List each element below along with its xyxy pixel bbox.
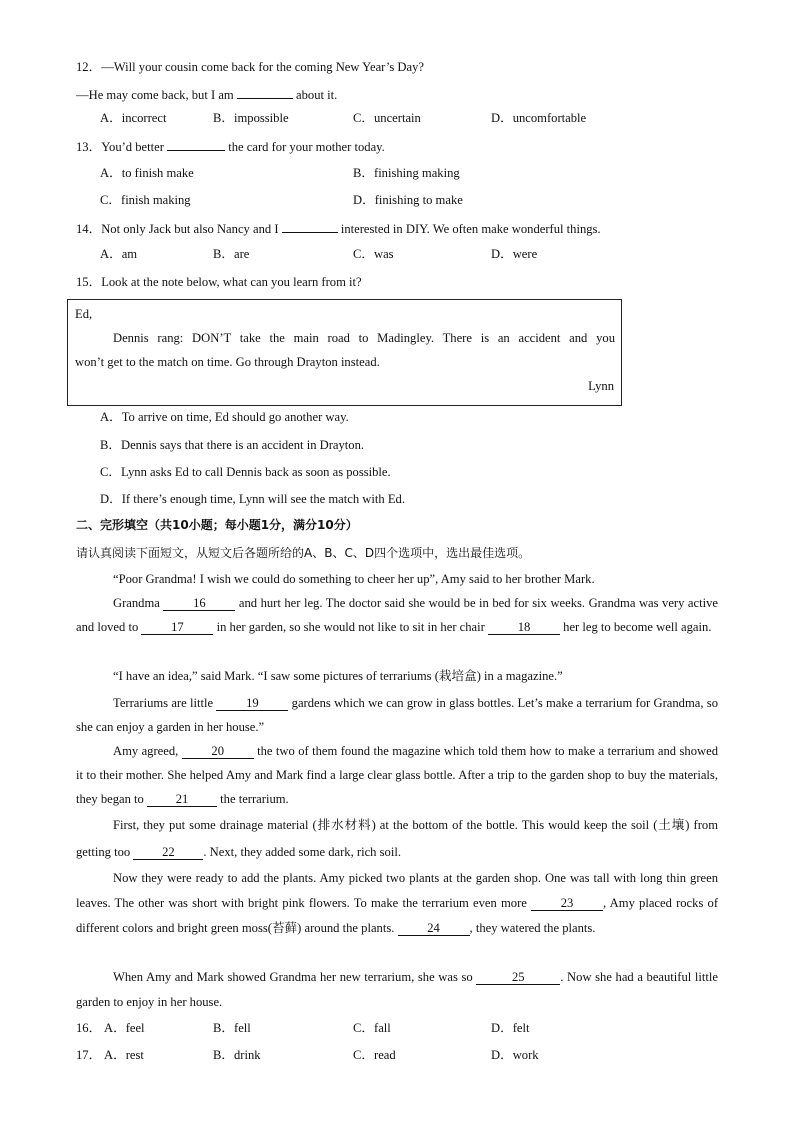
answer-blank xyxy=(167,138,225,151)
q13-option-d: D．finishing to make xyxy=(353,193,463,207)
q12-option-c: C．uncertain xyxy=(353,111,421,125)
note-line-1: Dennis rang: DON’T take the main road to Madingley. There is an accident and you xyxy=(113,331,615,345)
q14-option-b: B．are xyxy=(213,247,250,261)
note-line-2: won’t get to the match on time. Go through Drayton instead. xyxy=(75,355,380,369)
passage-text: the two of them found the magazine which told them how to make a terrarium and showed it to their mother. She helped Amy and Mark find a large clear glass bottle. After a trip to the garden shop to buy the materials, they began to xyxy=(76,744,718,806)
passage-paragraph-1 xyxy=(76,567,718,591)
cloze-blank-22: 22 xyxy=(133,845,203,860)
answer-blank xyxy=(237,86,293,99)
q16-option-d: D．felt xyxy=(491,1021,530,1035)
passage-text: . Now she had a beautiful little garden to enjoy in her house. xyxy=(76,970,718,1009)
note-box xyxy=(67,299,622,406)
passage-paragraph-7 xyxy=(76,866,718,941)
q12-option-b: B．impossible xyxy=(213,111,289,125)
cloze-blank-23: 23 xyxy=(531,896,603,911)
q15-stem: 15．Look at the note below, what can you learn from it? xyxy=(76,275,362,289)
passage-text: , they watered the plants. xyxy=(469,921,596,935)
passage-text: and hurt her leg. The doctor said she would be in bed for six weeks. Grandma was very active and loved to xyxy=(76,596,718,634)
q17-number: 17． xyxy=(76,1048,102,1062)
q15-option-d: D．If there’s enough time, Lynn will see the match with Ed. xyxy=(100,492,405,506)
note-salutation: Ed, xyxy=(75,307,93,321)
passage-paragraph-4 xyxy=(76,691,718,739)
q13-stem xyxy=(76,138,385,155)
q14-stem xyxy=(76,220,601,237)
q17-option-c: C．read xyxy=(353,1048,396,1062)
q12-option-a: A．incorrect xyxy=(100,111,167,125)
passage-text: . Next, they added some dark, rich soil. xyxy=(203,845,401,859)
q15-option-c: C．Lynn asks Ed to call Dennis back as soon as possible. xyxy=(100,465,391,479)
q12-reply-after: about it. xyxy=(296,88,338,102)
cloze-blank-20: 20 xyxy=(182,744,254,759)
q15-option-b: B．Dennis says that there is an accident in Drayton. xyxy=(100,438,365,452)
passage-paragraph-5 xyxy=(76,739,718,811)
passage-paragraph-8 xyxy=(76,965,718,1015)
passage-paragraph-6 xyxy=(76,812,718,866)
q16-option-a: A．feel xyxy=(104,1021,145,1035)
passage-text: First, they put some drainage material (排水材料) at the bottom of the bottle. This would keep the soil (土壤) from getting too xyxy=(76,818,718,859)
cloze-blank-16: 16 xyxy=(163,596,235,611)
passage-paragraph-2 xyxy=(76,591,718,639)
q14-option-a: A．am xyxy=(100,247,138,261)
q13-option-a: A．to finish make xyxy=(100,166,194,180)
q14-option-d: D．were xyxy=(491,247,538,261)
passage-text: Amy agreed, xyxy=(113,744,179,758)
cloze-blank-21: 21 xyxy=(147,792,217,807)
q14-stem-after: interested in DIY. We often make wonderful things. xyxy=(340,222,601,236)
cloze-blank-24: 24 xyxy=(398,921,470,936)
passage-text: her leg to become well again. xyxy=(563,620,712,634)
q14-stem-before: 14．Not only Jack but also Nancy and I xyxy=(76,222,279,236)
cloze-blank-19: 19 xyxy=(216,696,288,711)
cloze-blank-18: 18 xyxy=(488,620,560,635)
passage-text: gardens which we can grow in glass bottles. Let’s make a terrarium for Grandma, so she can enjoy a garden in her house.” xyxy=(76,696,718,734)
q16-option-c: C．fall xyxy=(353,1021,391,1035)
q15-option-a: A．To arrive on time, Ed should go another way. xyxy=(100,410,349,424)
q12-reply-before: —He may come back, but I am xyxy=(76,88,234,102)
passage-text: When Amy and Mark showed Grandma her new terrarium, she was so xyxy=(113,970,473,984)
q13-option-c: C．finish making xyxy=(100,193,191,207)
passage-text: , Amy placed rocks of different colors and bright green moss(苔藓) around the plants. xyxy=(76,896,719,935)
passage-text: “Poor Grandma! I wish we could do something to cheer her up”, Amy said to her brother Mark. xyxy=(113,572,595,586)
q13-stem-after: the card for your mother today. xyxy=(228,140,385,154)
note-signature: Lynn xyxy=(588,379,614,393)
q13-option-b: B．finishing making xyxy=(353,166,460,180)
answer-blank xyxy=(282,220,338,233)
section-instruction: 请认真阅读下面短文，从短文后各题所给的A、B、C、D四个选项中，选出最佳选项。 xyxy=(76,546,531,560)
q12-reply xyxy=(76,86,337,103)
passage-text: Terrariums are little xyxy=(113,696,214,710)
passage-text: in her garden, so she would not like to sit in her chair xyxy=(216,620,485,634)
q12-option-d: D．uncomfortable xyxy=(491,111,587,125)
passage-paragraph-3 xyxy=(76,664,718,688)
cloze-blank-17: 17 xyxy=(141,620,213,635)
section-heading: 二、完形填空（共10小题；每小题1分，满分10分） xyxy=(76,518,358,532)
q17-option-a: A．rest xyxy=(104,1048,144,1062)
passage-text: the terrarium. xyxy=(220,792,289,806)
passage-text: Grandma xyxy=(113,596,160,610)
passage-text: “I have an idea,” said Mark. “I saw some pictures of terrariums (栽培盒) in a magazine.” xyxy=(113,669,563,683)
passage-text: Now they were ready to add the plants. Amy picked two plants at the garden shop. One was tall with long thin green leaves. The other was short with bright pink flowers. To make the terrarium even more xyxy=(76,871,718,910)
q13-stem-before: 13．You’d better xyxy=(76,140,164,154)
q16-number: 16． xyxy=(76,1021,102,1035)
q12-stem: 12．—Will your cousin come back for the coming New Year’s Day? xyxy=(76,60,424,74)
q16-option-b: B．fell xyxy=(213,1021,251,1035)
cloze-blank-25: 25 xyxy=(476,970,560,985)
q14-option-c: C．was xyxy=(353,247,394,261)
q17-option-d: D．work xyxy=(491,1048,539,1062)
q17-option-b: B．drink xyxy=(213,1048,261,1062)
